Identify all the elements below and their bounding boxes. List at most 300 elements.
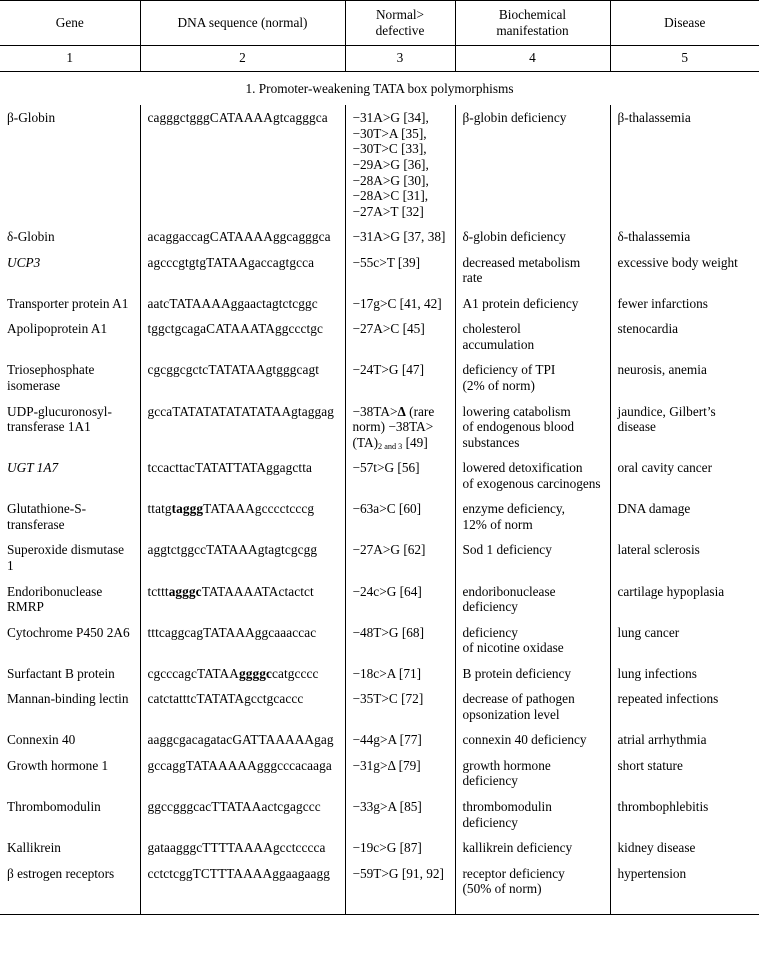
cell-gene <box>0 861 140 902</box>
disease-line: fewer infarctions <box>617 295 708 311</box>
cell-mutation <box>345 861 455 902</box>
cell-biochemical-manifestation <box>455 455 610 496</box>
disease-line: hypertension <box>617 865 687 881</box>
mutation-line: −30T>A [35], <box>352 125 427 141</box>
cell-mutation <box>345 661 455 687</box>
cell-mutation <box>345 537 455 578</box>
section-title-row <box>0 72 759 106</box>
cell-dna-sequence <box>140 727 345 753</box>
header-cell-normal-defective <box>345 1 455 46</box>
sequence-flank-left: agcccgtgtg <box>147 254 207 270</box>
sequence-flank-right: gcctgcaccc <box>244 691 304 707</box>
disease-line: kidney disease <box>617 840 696 856</box>
mutation-line: −24T>G [47] <box>352 362 424 378</box>
cell-biochemical-manifestation <box>455 291 610 317</box>
disease-line: disease <box>617 419 656 435</box>
sequence-flank-right: gtcagggca <box>272 110 328 126</box>
sequence-flank-left: tccacttac <box>147 460 195 476</box>
biochemical-line: rate <box>462 270 483 286</box>
header-text-biochemical: Biochemical <box>498 7 567 22</box>
sequence-tata-box: TATATATATATATAA <box>172 403 292 419</box>
disease-line: excessive body weight <box>617 254 738 270</box>
cell-biochemical-manifestation <box>455 661 610 687</box>
cell-biochemical-manifestation <box>455 250 610 291</box>
mutation-line: −24c>G [64] <box>352 583 422 599</box>
column-number-5: 5 <box>610 46 759 72</box>
table-row <box>0 753 759 794</box>
mutation-line: −35T>C [72] <box>352 691 424 707</box>
mutation-line: −27A>T [32] <box>352 203 424 219</box>
gene-name: Cytochrome P450 2A6 <box>7 624 130 640</box>
table-row <box>0 537 759 578</box>
cell-gene <box>0 537 140 578</box>
cell-disease <box>610 316 759 357</box>
cell-dna-sequence <box>140 620 345 661</box>
section-header-body <box>0 72 759 106</box>
disease-line: atrial arrhythmia <box>617 732 707 748</box>
table-footer-body <box>0 902 759 915</box>
sequence-tata-box: TATATAA <box>208 362 266 378</box>
section-title: 1. Promoter-weakening TATA box polymorphisms <box>245 81 514 97</box>
table-row <box>0 250 759 291</box>
cell-mutation <box>345 224 455 250</box>
disease-line: short stature <box>617 757 683 773</box>
sequence-tata-box: TATAA <box>206 254 249 270</box>
cell-disease <box>610 537 759 578</box>
cell-gene <box>0 835 140 861</box>
biochemical-line: receptor deficiency <box>462 865 565 881</box>
biochemical-line: connexin 40 deficiency <box>462 732 587 748</box>
gene-name: Endoribonuclease RMRP <box>7 583 103 615</box>
table-row <box>0 496 759 537</box>
biochemical-line: enzyme deficiency, <box>462 501 565 517</box>
gene-name: Kallikrein <box>7 840 61 856</box>
mutation-line: −19c>G [87] <box>352 840 422 856</box>
header-cell-disease <box>610 1 759 46</box>
gene-name: Growth hormone 1 <box>7 757 109 773</box>
disease-line: lung infections <box>617 665 697 681</box>
sequence-flank-right: ggaactagtctcggc <box>230 295 318 311</box>
sequence-flank-right: ggcagggca <box>272 229 331 245</box>
cell-gene <box>0 579 140 620</box>
cell-dna-sequence <box>140 399 345 456</box>
table-row <box>0 661 759 687</box>
sequence-flank-right-bold: ggggc <box>238 665 272 681</box>
sequence-tata-box: TATAAAA <box>169 295 231 311</box>
cell-dna-sequence <box>140 291 345 317</box>
mutation-line: −48T>G [68] <box>352 624 424 640</box>
table-body <box>0 105 759 901</box>
cell-dna-sequence <box>140 496 345 537</box>
sequence-flank-left: ttatg <box>147 501 172 517</box>
cell-disease <box>610 579 759 620</box>
table-row <box>0 727 759 753</box>
biochemical-line: lowered detoxification <box>462 460 583 476</box>
biochemical-line: deficiency <box>462 773 518 789</box>
disease-line: δ-thalassemia <box>617 229 691 245</box>
sequence-flank-left: aatc <box>147 295 170 311</box>
gene-name: Glutathione-S-transferase <box>7 501 87 532</box>
cell-gene <box>0 224 140 250</box>
mutation-line: −29A>G [36], <box>352 157 429 173</box>
sequence-flank-right: ggagctta <box>266 460 312 476</box>
gene-name: UDP-glucuronosyl-transferase 1A1 <box>7 403 112 435</box>
column-number-2: 2 <box>140 46 345 72</box>
biochemical-line: Sod 1 deficiency <box>462 542 552 558</box>
header-cell-dna-sequence <box>140 1 345 46</box>
header-text-dna-sequence: DNA sequence (normal) <box>177 14 308 30</box>
cell-disease <box>610 496 759 537</box>
cell-gene <box>0 105 140 224</box>
table-row <box>0 861 759 902</box>
sequence-tata-box: CATAAAA <box>209 229 273 245</box>
sequence-tata-box: TTTTAAAA <box>202 840 273 856</box>
gene-name: Apolipoprotein A1 <box>7 321 108 337</box>
cell-biochemical-manifestation <box>455 686 610 727</box>
sequence-flank-left: cgcccagc <box>147 665 198 681</box>
sequence-tata-box: TATAA <box>197 665 239 681</box>
cell-dna-sequence <box>140 579 345 620</box>
table-row <box>0 291 759 317</box>
cell-biochemical-manifestation <box>455 399 610 456</box>
sequence-flank-right: ggcaaaccac <box>254 624 317 640</box>
mutation-line: −30T>C [33], <box>352 141 427 157</box>
cell-dna-sequence <box>140 794 345 835</box>
cell-dna-sequence <box>140 455 345 496</box>
disease-line: lateral sclerosis <box>617 542 700 558</box>
header-text-manifestation: manifestation <box>496 22 569 38</box>
biochemical-line: decrease of pathogen <box>462 691 575 707</box>
mutation-line: −28A>G [30], <box>352 172 429 188</box>
mutation-line: −55c>T [39] <box>352 254 421 270</box>
cell-dna-sequence <box>140 686 345 727</box>
biochemical-line: of exogenous carcinogens <box>462 475 601 491</box>
biochemical-line: deficiency <box>462 624 518 640</box>
mutation-line: −57t>G [56] <box>352 460 420 476</box>
cell-dna-sequence <box>140 224 345 250</box>
sequence-flank-right: gaccagtgcca <box>248 254 315 270</box>
sequence-flank-right: catgcccc <box>271 665 319 681</box>
cell-disease <box>610 291 759 317</box>
sequence-tata-box: TATAAA <box>203 624 255 640</box>
gene-name: Connexin 40 <box>7 732 76 748</box>
cell-gene <box>0 455 140 496</box>
cell-disease <box>610 661 759 687</box>
cell-dna-sequence <box>140 357 345 398</box>
sequence-flank-right: gcccctcccg <box>254 501 315 517</box>
sequence-flank-right: gtaggag <box>291 403 334 419</box>
cell-mutation <box>345 727 455 753</box>
sequence-flank-right: gcctcccca <box>272 840 326 856</box>
cell-biochemical-manifestation <box>455 496 610 537</box>
cell-biochemical-manifestation <box>455 861 610 902</box>
cell-mutation <box>345 835 455 861</box>
column-number-3: 3 <box>345 46 455 72</box>
table-row <box>0 835 759 861</box>
cell-dna-sequence <box>140 835 345 861</box>
sequence-tata-box: TATATTATA <box>194 460 267 476</box>
cell-disease <box>610 794 759 835</box>
cell-mutation <box>345 794 455 835</box>
cell-disease <box>610 727 759 753</box>
sequence-flank-left: ggccgggcac <box>147 798 212 814</box>
cell-disease <box>610 620 759 661</box>
biochemical-line: accumulation <box>462 336 535 352</box>
header-text-defective: defective <box>375 22 425 38</box>
cell-gene <box>0 316 140 357</box>
cell-disease <box>610 399 759 456</box>
gene-name: Superoxide dismutase 1 <box>7 542 125 573</box>
sequence-tata-box: CATAAAA <box>209 110 273 126</box>
sequence-flank-left: gataagggc <box>147 840 203 856</box>
gene-name: δ-Globin <box>7 229 55 245</box>
gene-name: UCP3 <box>7 254 41 270</box>
table-row <box>0 224 759 250</box>
biochemical-line: β-globin deficiency <box>462 110 567 126</box>
sequence-flank-left-bold: taggg <box>171 501 204 517</box>
header-label-row <box>0 1 759 46</box>
bottom-rule-cell-2 <box>140 902 345 915</box>
cell-biochemical-manifestation <box>455 224 610 250</box>
gene-name: β estrogen receptors <box>7 865 115 881</box>
biochemical-line: lowering catabolism <box>462 403 571 419</box>
sequence-tata-box: GATTAAAAA <box>232 732 315 748</box>
cell-gene <box>0 620 140 661</box>
gene-name: β-Globin <box>7 110 56 126</box>
mutation-line: −31A>G [34], <box>352 110 429 126</box>
cell-gene <box>0 753 140 794</box>
gene-name: Triosephosphate isomerase <box>7 362 95 394</box>
cell-disease <box>610 224 759 250</box>
cell-mutation <box>345 579 455 620</box>
cell-dna-sequence <box>140 861 345 902</box>
biochemical-line: B protein deficiency <box>462 665 572 681</box>
cell-biochemical-manifestation <box>455 753 610 794</box>
sequence-flank-right: ggaagaagg <box>272 865 330 881</box>
table-row <box>0 620 759 661</box>
bottom-rule-cell-5 <box>610 902 759 915</box>
sequence-flank-left-bold: agggc <box>168 583 202 599</box>
bottom-rule-cell-4 <box>455 902 610 915</box>
bottom-rule-cell-3 <box>345 902 455 915</box>
table-row <box>0 794 759 835</box>
gene-name: Mannan-binding lectin <box>7 691 129 707</box>
cell-mutation <box>345 316 455 357</box>
sequence-tata-box: TATAAAAA <box>185 757 257 773</box>
sequence-flank-left: aaggcgacagatac <box>147 732 233 748</box>
cell-biochemical-manifestation <box>455 316 610 357</box>
cell-mutation <box>345 291 455 317</box>
cell-gene <box>0 357 140 398</box>
disease-line: stenocardia <box>617 321 679 337</box>
disease-line: jaundice, Gilbert’s <box>617 403 716 419</box>
table-header <box>0 1 759 72</box>
disease-line: cartilage hypoplasia <box>617 583 725 599</box>
header-cell-biochemical <box>455 1 610 46</box>
biochemical-line: substances <box>462 434 520 450</box>
cell-disease <box>610 835 759 861</box>
mutation-line: −27A>C [45] <box>352 321 425 337</box>
cell-disease <box>610 105 759 224</box>
cell-disease <box>610 357 759 398</box>
cell-gene <box>0 661 140 687</box>
cell-gene <box>0 727 140 753</box>
cell-mutation <box>345 357 455 398</box>
cell-gene <box>0 794 140 835</box>
sequence-flank-left: cctctcgg <box>147 865 193 881</box>
gene-name: Thrombomodulin <box>7 798 101 814</box>
column-number-4: 4 <box>455 46 610 72</box>
column-number-1: 1 <box>0 46 140 72</box>
disease-line: repeated infections <box>617 691 719 707</box>
table-row <box>0 579 759 620</box>
sequence-tata-box: TCTTTAAAA <box>192 865 273 881</box>
biochemical-line: (50% of norm) <box>462 881 542 897</box>
sequence-flank-left: tcttt <box>147 583 169 599</box>
cell-biochemical-manifestation <box>455 620 610 661</box>
mutation-line: −44g>A [77] <box>352 732 422 748</box>
cell-mutation <box>345 250 455 291</box>
cell-mutation <box>345 620 455 661</box>
cell-biochemical-manifestation <box>455 835 610 861</box>
cell-disease <box>610 250 759 291</box>
cell-dna-sequence <box>140 753 345 794</box>
sequence-flank-left: aggtctggcc <box>147 542 207 558</box>
sequence-flank-right: actcgagccc <box>261 798 321 814</box>
gene-name: Surfactant B protein <box>7 665 115 681</box>
biochemical-line: (2% of norm) <box>462 378 535 394</box>
sequence-flank-right: ctactct <box>278 583 314 599</box>
mutation-line: −33g>A [85] <box>352 798 422 814</box>
cell-mutation <box>345 753 455 794</box>
sequence-flank-left: cgcggcgctc <box>147 362 209 378</box>
sequence-flank-right: gtgggcagt <box>265 362 319 378</box>
cell-biochemical-manifestation <box>455 579 610 620</box>
cell-biochemical-manifestation <box>455 357 610 398</box>
biochemical-line: deficiency of TPI <box>462 362 556 378</box>
cell-disease <box>610 861 759 902</box>
cell-dna-sequence <box>140 105 345 224</box>
biochemical-line: δ-globin deficiency <box>462 229 566 245</box>
cell-biochemical-manifestation <box>455 727 610 753</box>
biochemical-line: thrombomodulin <box>462 798 552 814</box>
sequence-tata-box: TTATAA <box>211 798 262 814</box>
sequence-flank-left: gccagg <box>147 757 186 773</box>
gene-name: Transporter protein A1 <box>7 295 129 311</box>
sequence-tata-box: TATAAAATA <box>201 583 279 599</box>
cell-mutation <box>345 686 455 727</box>
cell-dna-sequence <box>140 250 345 291</box>
header-text-disease: Disease <box>664 14 706 30</box>
sequence-tata-box: TATATA <box>196 691 245 707</box>
cell-disease <box>610 753 759 794</box>
mutation-text: −38TA>Δ (rare norm) $-38TA>(TA)_{2 and 3}$ [49] <box>352 403 435 452</box>
cell-dna-sequence <box>140 537 345 578</box>
table-bottom-rule <box>0 902 759 915</box>
cell-mutation <box>345 105 455 224</box>
biochemical-line: deficiency <box>462 599 518 615</box>
bottom-rule-cell-1 <box>0 902 140 915</box>
disease-line: DNA damage <box>617 501 691 517</box>
table-row <box>0 686 759 727</box>
biochemical-line: decreased metabolism <box>462 254 581 270</box>
mutation-line: −28A>C [31], <box>352 188 429 204</box>
sequence-flank-right: ggccctgc <box>274 321 323 337</box>
cell-biochemical-manifestation <box>455 105 610 224</box>
header-text-gene: Gene <box>55 14 84 30</box>
table-row <box>0 455 759 496</box>
biochemical-line: cholesterol <box>462 321 521 337</box>
mutation-line: −18c>A [71] <box>352 665 422 681</box>
table-row <box>0 399 759 456</box>
sequence-flank-right: gtagtcgcgg <box>257 542 318 558</box>
table-row <box>0 357 759 398</box>
mutation-line: −27A>G [62] <box>352 542 426 558</box>
sequence-tata-box: CATAAATA <box>206 321 275 337</box>
sequence-flank-right: gggcccacaaga <box>256 757 332 773</box>
cell-biochemical-manifestation <box>455 794 610 835</box>
biochemical-line: deficiency <box>462 814 518 830</box>
cell-biochemical-manifestation <box>455 537 610 578</box>
header-text-normal: Normal> <box>375 7 425 22</box>
disease-line: neurosis, anemia <box>617 362 707 378</box>
mutation-line: −31A>G [37, 38] <box>352 229 446 245</box>
cell-gene <box>0 399 140 456</box>
disease-line: β-thalassemia <box>617 110 691 126</box>
cell-dna-sequence <box>140 316 345 357</box>
table-row <box>0 105 759 224</box>
sequence-tata-box: TATAAA <box>206 542 258 558</box>
disease-line: thrombophlebitis <box>617 798 709 814</box>
header-cell-gene <box>0 1 140 46</box>
cell-mutation <box>345 455 455 496</box>
mutation-line: −17g>C [41, 42] <box>352 295 442 311</box>
cell-gene <box>0 496 140 537</box>
sequence-flank-left: cagggctggg <box>147 110 210 126</box>
sequence-flank-left: tttcaggcag <box>147 624 204 640</box>
biochemical-line: of endogenous blood <box>462 419 575 435</box>
sequence-flank-right: gag <box>314 732 334 748</box>
cell-mutation <box>345 496 455 537</box>
cell-gene <box>0 291 140 317</box>
cell-mutation <box>345 399 455 456</box>
biochemical-line: kallikrein deficiency <box>462 840 573 856</box>
biochemical-line: opsonization level <box>462 706 560 722</box>
sequence-flank-left: catctatttc <box>147 691 197 707</box>
cell-dna-sequence <box>140 661 345 687</box>
sequence-flank-left: gcca <box>147 403 173 419</box>
biochemical-line: 12% of norm <box>462 516 533 532</box>
disease-line: oral cavity cancer <box>617 460 712 476</box>
sequence-flank-left: acaggaccag <box>147 229 210 245</box>
mutation-line: −59T>G [91, 92] <box>352 865 444 881</box>
cell-disease <box>610 686 759 727</box>
cell-gene <box>0 686 140 727</box>
biochemical-line: A1 protein deficiency <box>462 295 579 311</box>
sequence-tata-box: TATAAA <box>203 501 255 517</box>
biochemical-line: growth hormone <box>462 757 551 773</box>
biochemical-line: endoribonuclease <box>462 583 556 599</box>
cell-gene <box>0 250 140 291</box>
column-number-row <box>0 46 759 72</box>
cell-disease <box>610 455 759 496</box>
table-row <box>0 316 759 357</box>
mutation-line: −31g>Δ [79] <box>352 757 421 773</box>
gene-name: UGT 1A7 <box>7 460 59 476</box>
mutation-line: −63a>C [60] <box>352 501 422 517</box>
disease-line: lung cancer <box>617 624 680 640</box>
biochemical-line: of nicotine oxidase <box>462 640 564 656</box>
